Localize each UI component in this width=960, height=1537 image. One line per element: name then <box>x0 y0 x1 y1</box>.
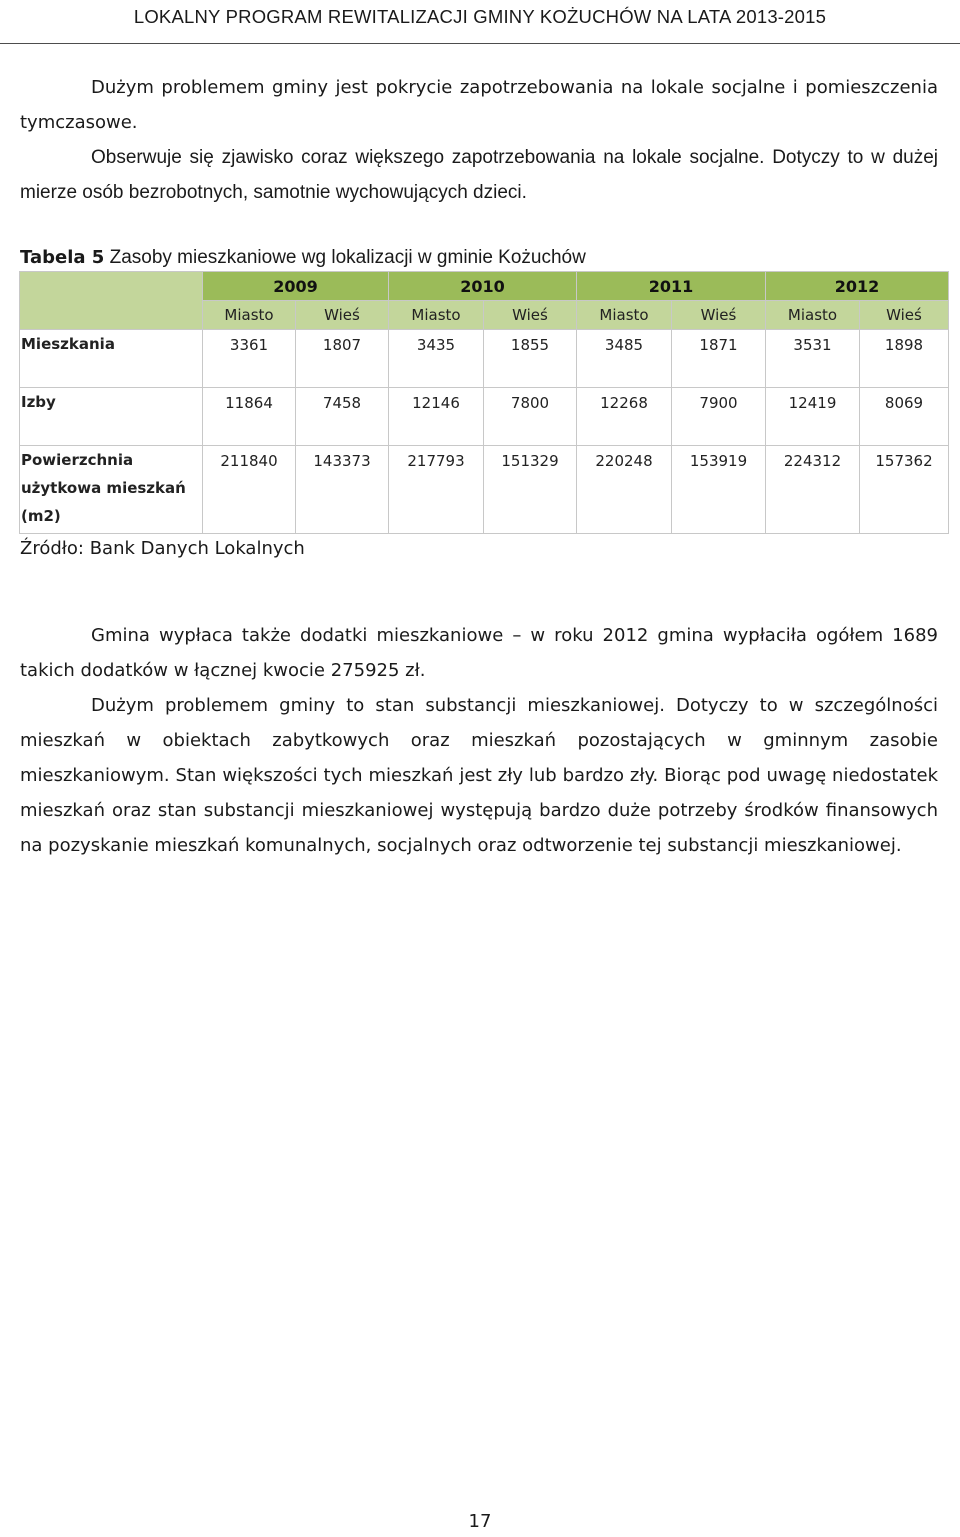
table-cell: 12146 <box>389 388 484 446</box>
year-header-2010: 2010 <box>389 272 577 301</box>
table-source: Źródło: Bank Danych Lokalnych <box>20 538 305 559</box>
table-caption-number: Tabela 5 <box>20 247 105 268</box>
table-cell: 7800 <box>484 388 577 446</box>
row-label: Mieszkania <box>20 330 203 388</box>
header-miasto: Miasto <box>577 301 672 330</box>
table-cell: 1807 <box>296 330 389 388</box>
table-cell: 3361 <box>203 330 296 388</box>
year-header-row <box>20 272 949 301</box>
corner-cell <box>20 272 203 330</box>
row-label: Izby <box>20 388 203 446</box>
table-cell: 143373 <box>296 446 389 534</box>
header-wies: Wieś <box>484 301 577 330</box>
page-number: 17 <box>468 1511 492 1532</box>
table-cell: 12419 <box>766 388 860 446</box>
table-cell: 1855 <box>484 330 577 388</box>
table-cell: 224312 <box>766 446 860 534</box>
table-cell: 153919 <box>672 446 766 534</box>
table-cell: 220248 <box>577 446 672 534</box>
table-cell: 11864 <box>203 388 296 446</box>
table-cell: 3531 <box>766 330 860 388</box>
header-miasto: Miasto <box>766 301 860 330</box>
table-cell: 1871 <box>672 330 766 388</box>
housing-table <box>19 271 949 534</box>
table-cell: 151329 <box>484 446 577 534</box>
table-cell: 7458 <box>296 388 389 446</box>
table-cell: 1898 <box>860 330 949 388</box>
table-caption <box>20 242 586 274</box>
table-cell: 3435 <box>389 330 484 388</box>
running-header: LOKALNY PROGRAM REWITALIZACJI GMINY KOŻUCHÓW NA LATA 2013-2015 <box>0 0 960 44</box>
header-wies: Wieś <box>860 301 949 330</box>
paragraph-housing-condition: Dużym problemem gminy to stan substancji mieszkaniowej. Dotyczy to w szczególności mieszkań w obiektach zabytkowych oraz mieszkań pozostających w gminnym zasobie mieszkaniowym. Stan większości tych mieszkań jest zły lub bardzo zły. Biorąc pod uwagę niedostatek mieszkań oraz stan substancji mieszkaniowej występują bardzo duże potrzeby środków finansowych na pozyskanie mieszkań komunalnych, socjalnych oraz odtworzenie tej substancji mieszkaniowej. <box>20 695 938 856</box>
header-wies: Wieś <box>672 301 766 330</box>
year-header-2009: 2009 <box>203 272 389 301</box>
table-row-mieszkania <box>20 330 949 388</box>
header-wies: Wieś <box>296 301 389 330</box>
table-cell: 12268 <box>577 388 672 446</box>
table-cell: 8069 <box>860 388 949 446</box>
table-row-powierzchnia <box>20 446 949 534</box>
table-cell: 157362 <box>860 446 949 534</box>
year-header-2011: 2011 <box>577 272 766 301</box>
table-caption-text: Zasoby mieszkaniowe wg lokalizacji w gminie Kożuchów <box>104 247 586 268</box>
table-cell: 211840 <box>203 446 296 534</box>
row-label: Powierzchnia użytkowa mieszkań (m2) <box>20 446 203 534</box>
table-cell: 217793 <box>389 446 484 534</box>
table-row-izby <box>20 388 949 446</box>
table-cell: 3485 <box>577 330 672 388</box>
paragraph-social-housing: Dużym problemem gminy jest pokrycie zapotrzebowania na lokale socjalne i pomieszczenia tymczasowe. <box>20 77 938 133</box>
header-miasto: Miasto <box>389 301 484 330</box>
paragraph-demand: Obserwuje się zjawisko coraz większego zapotrzebowania na lokale socjalne. Dotyczy to w dużej mierze osób bezrobotnych, samotnie wychowujących dzieci. <box>20 147 938 203</box>
paragraph-housing-allowance: Gmina wypłaca także dodatki mieszkaniowe – w roku 2012 gmina wypłaciła ogółem 1689 takich dodatków w łącznej kwocie 275925 zł. <box>20 625 938 681</box>
table-cell: 7900 <box>672 388 766 446</box>
header-miasto: Miasto <box>203 301 296 330</box>
year-header-2012: 2012 <box>766 272 949 301</box>
